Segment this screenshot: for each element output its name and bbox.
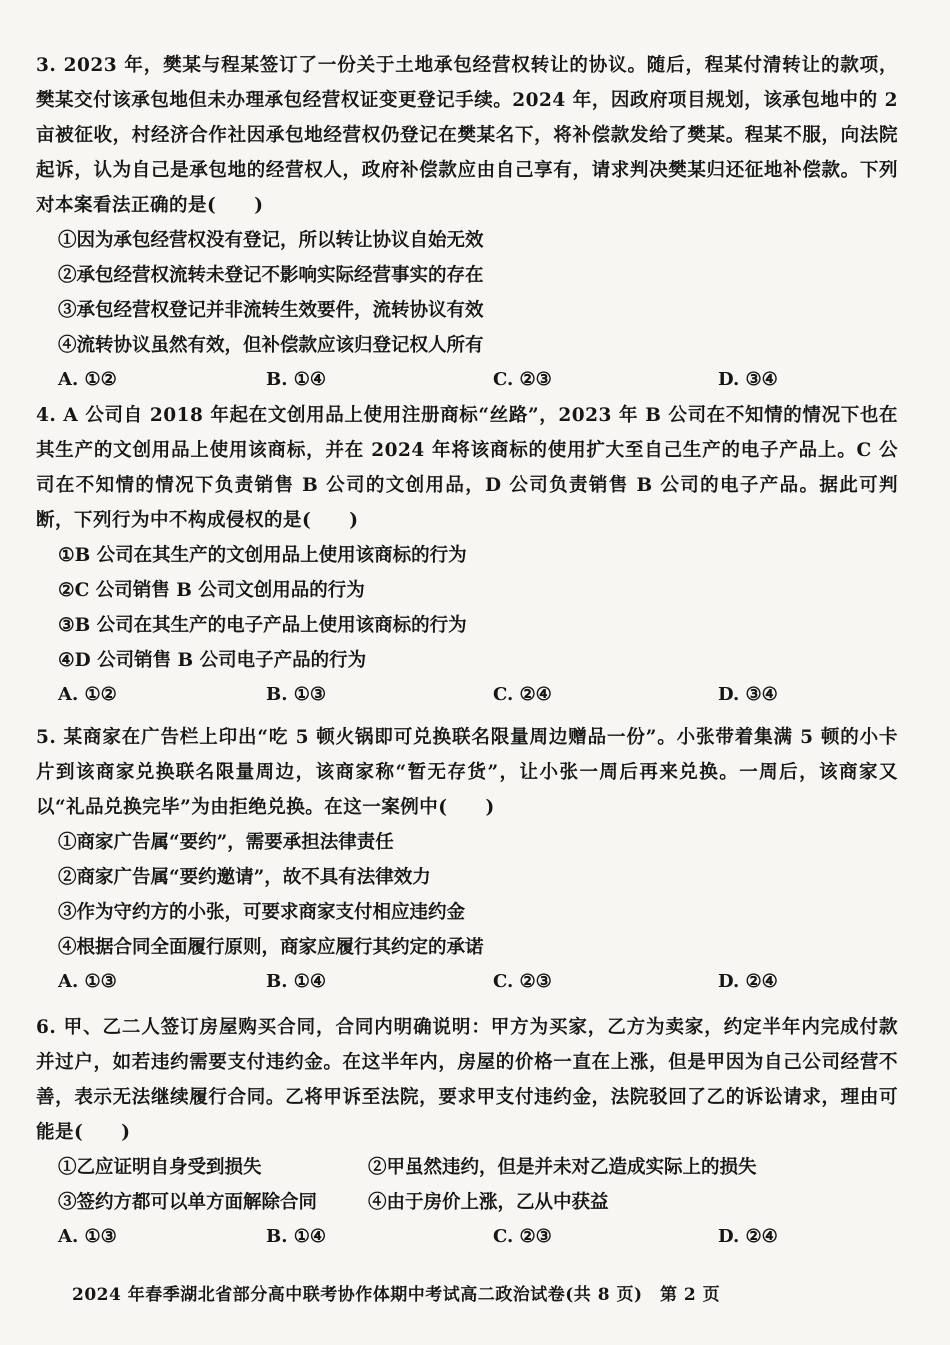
option-a: A. ①③ [58,971,117,992]
statement-3: ③签约方都可以单方面解除合同 [58,1192,318,1213]
option-d: D. ②④ [718,1226,778,1247]
question-4 [36,398,898,712]
statement-3: ③作为守约方的小张，可要求商家支付相应违约金 [58,902,466,923]
option-d: D. ③④ [718,369,778,390]
question-6 [36,1010,898,1254]
question-stem: 5. 某商家在广告栏上印出“吃 5 顿火锅即可兑换联名限量周边赠品一份”。小张带着集满 5 顿的小卡片到该商家兑换联名限量周边，该商家称“暂无存货”，让小张一周后再来兑换。一周后，该商家又以“礼品兑换完毕”为由拒绝兑换。在这一案例中( ) [36,727,898,818]
option-d: D. ②④ [718,971,778,992]
statement-1: ①商家广告属“要约”，需要承担法律责任 [58,832,394,853]
option-a: A. ①③ [58,1226,117,1247]
option-a: A. ①② [58,369,117,390]
page-footer: 2024 年春季湖北省部分高中联考协作体期中考试高二政治试卷(共 8 页) 第 2 页 [72,1285,721,1305]
statement-row-1 [36,1150,898,1185]
answer-options [36,363,898,397]
option-c: C. ②③ [493,369,552,390]
statement-3: ③B 公司在其生产的电子产品上使用该商标的行为 [58,615,467,636]
statement-1: ①乙应证明自身受到损失 [58,1157,262,1178]
option-b: B. ①③ [266,684,327,705]
statement-2: ②商家广告属“要约邀请”，故不具有法律效力 [58,867,431,888]
statement-4: ④D 公司销售 B 公司电子产品的行为 [58,650,367,671]
question-5 [36,720,898,999]
option-c: C. ②④ [493,684,552,705]
option-b: B. ①④ [266,1226,327,1247]
statement-4: ④由于房价上涨，乙从中获益 [368,1192,609,1213]
answer-options [36,965,898,999]
question-stem: 6. 甲、乙二人签订房屋购买合同，合同内明确说明：甲方为买家，乙方为卖家，约定半年内完成付款并过户，如若违约需要支付违约金。在这半年内，房屋的价格一直在上涨，但是甲因为自己公司经营不善，表示无法继续履行合同。乙将甲诉至法院，要求甲支付违约金，法院驳回了乙的诉讼请求，理由可能是( ) [36,1017,898,1143]
statement-3: ③承包经营权登记并非流转生效要件，流转协议有效 [58,300,484,321]
option-b: B. ①④ [266,971,327,992]
statement-4: ④流转协议虽然有效，但补偿款应该归登记权人所有 [58,335,484,356]
statement-1: ①因为承包经营权没有登记，所以转让协议自始无效 [58,230,484,251]
statement-row-2 [36,1185,898,1220]
statement-1: ①B 公司在其生产的文创用品上使用该商标的行为 [58,545,467,566]
option-b: B. ①④ [266,369,327,390]
answer-options [36,1220,898,1254]
question-stem: 4. A 公司自 2018 年起在文创用品上使用注册商标“丝路”，2023 年 B 公司在不知情的情况下也在其生产的文创用品上使用该商标，并在 2024 年将该商标的使用扩大至自己生产的电子产品上。C 公司在不知情的情况下负责销售 B 公司的文创用品，D 公司负责销售 B 公司的电子产品。据此可判断，下列行为中不构成侵权的是( ) [36,405,898,531]
statement-4: ④根据合同全面履行原则，商家应履行其约定的承诺 [58,937,484,958]
option-a: A. ①② [58,684,117,705]
option-c: C. ②③ [493,971,552,992]
statement-2: ②承包经营权流转未登记不影响实际经营事实的存在 [58,265,484,286]
answer-options [36,678,898,712]
option-c: C. ②③ [493,1226,552,1247]
question-stem: 3. 2023 年，樊某与程某签订了一份关于土地承包经营权转让的协议。随后，程某付清转让的款项，樊某交付该承包地但未办理承包经营权证变更登记手续。2024 年，因政府项目规划，该承包地中的 2 亩被征收，村经济合作社因承包地经营权仍登记在樊某名下，将补偿款发给了樊某。程某不服，向法院起诉，认为自己是承包地的经营权人，政府补偿款应由自己享有，请求判决樊某归还征地补偿款。下列对本案看法正确的是( ) [36,55,898,216]
option-d: D. ③④ [718,684,778,705]
statement-2: ②甲虽然违约，但是并未对乙造成实际上的损失 [368,1157,757,1178]
question-3 [36,48,898,397]
statement-2: ②C 公司销售 B 公司文创用品的行为 [58,580,365,601]
